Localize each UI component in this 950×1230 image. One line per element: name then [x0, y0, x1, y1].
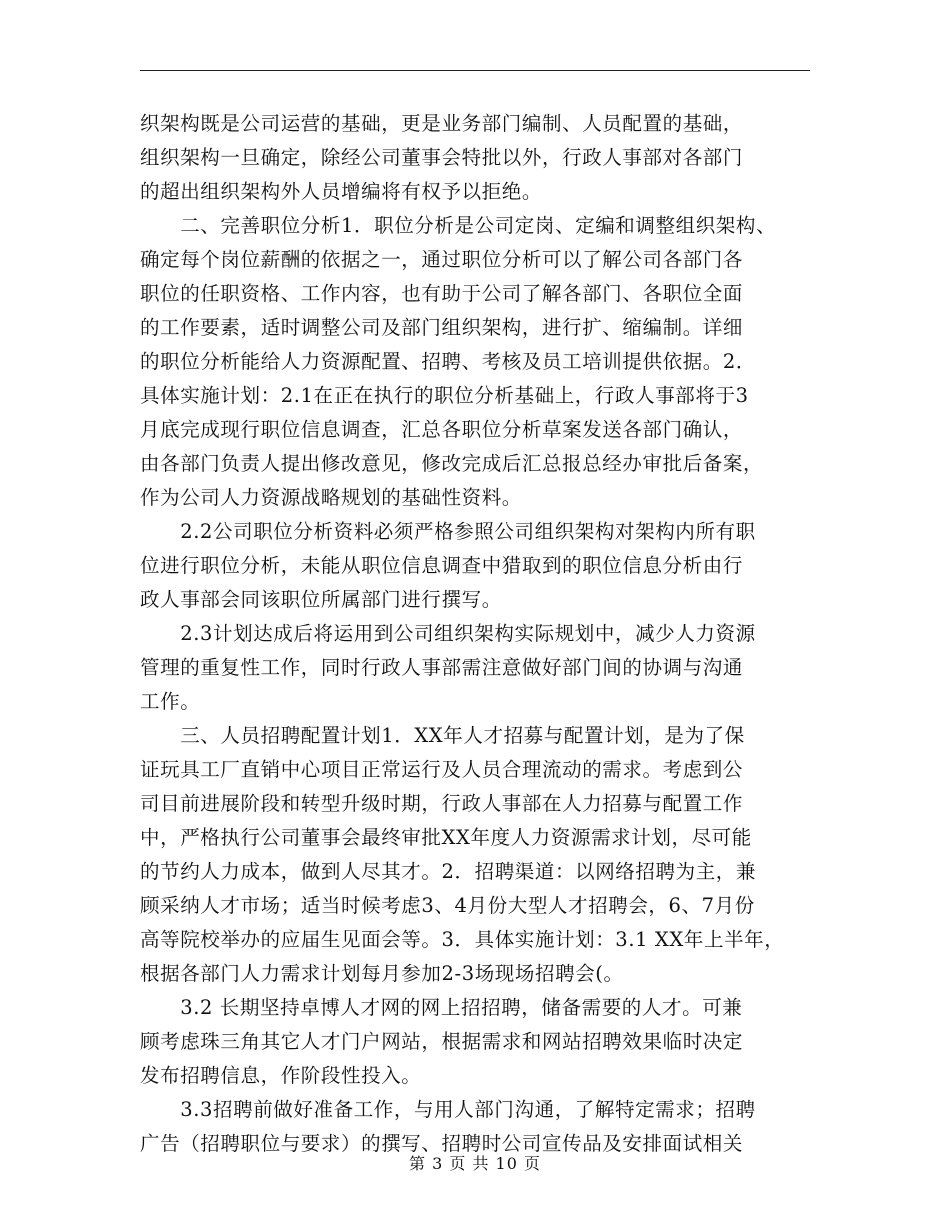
text-line: 根据各部门人力需求计划每月参加2-3场现场招聘会(。 — [140, 962, 624, 985]
text-line: 的工作要素，适时调整公司及部门组织架构，进行扩、缩编制。详细 — [140, 316, 744, 339]
text-line: 三、人员招聘配置计划1．XX年人才招募与配置计划，是为了保 — [140, 724, 745, 747]
text-line: 二、完善职位分析1．职位分析是公司定岗、定编和调整组织架构、 — [140, 214, 777, 237]
text-line: 作为公司人力资源战略规划的基础性资料。 — [140, 486, 522, 509]
text-line: 2.3计划达成后将运用到公司组织架构实际规划中，减少人力资源 — [140, 622, 756, 645]
text-line: 顾采纳人才市场；适当时候考虑3、4月份大型人才招聘会，6、7月份 — [140, 894, 755, 917]
text-line: 月底完成现行职位信息调查，汇总各职位分析草案发送各部门确认， — [140, 418, 744, 441]
text-line: 高等院校举办的应届生见面会等。3．具体实施计划：3.1 XX年上半年， — [140, 928, 785, 951]
text-line: 证玩具工厂直销中心项目正常运行及人员合理流动的需求。考虑到公 — [140, 758, 744, 781]
text-line: 广告（招聘职位与要求）的撰写、招聘时公司宣传品及安排面试相关 — [140, 1132, 744, 1155]
text-line: 的节约人力成本，做到人尽其才。2．招聘渠道：以网络招聘为主，兼 — [140, 860, 757, 883]
text-line: 确定每个岗位薪酬的依据之一，通过职位分析可以了解公司各部门各 — [140, 248, 744, 271]
text-line: 3.2 长期坚持卓博人才网的网上招招聘，储备需要的人才。可兼 — [140, 996, 743, 1019]
text-line: 3.3招聘前做好准备工作，与用人部门沟通，了解特定需求；招聘 — [140, 1098, 756, 1121]
text-line: 司目前进展阶段和转型升级时期，行政人事部在人力招募与配置工作 — [140, 792, 744, 815]
text-line: 织架构既是公司运营的基础，更是业务部门编制、人员配置的基础， — [140, 112, 744, 135]
text-line: 中，严格执行公司董事会最终审批XX年度人力资源需求计划，尽可能 — [140, 826, 752, 849]
text-line: 政人事部会同该职位所属部门进行撰写。 — [140, 588, 502, 611]
text-line: 位进行职位分析，未能从职位信息调查中猎取到的职位信息分析由行 — [140, 554, 744, 577]
text-line: 2.2公司职位分析资料必须严格参照公司组织架构对架构内所有职 — [140, 520, 756, 543]
text-line: 的超出组织架构外人员增编将有权予以拒绝。 — [140, 180, 543, 203]
text-line: 管理的重复性工作，同时行政人事部需注意做好部门间的协调与沟通 — [140, 656, 744, 679]
text-line: 由各部门负责人提出修改意见，修改完成后汇总报总经办审批后备案， — [140, 452, 764, 475]
text-line: 工作。 — [140, 690, 201, 713]
text-line: 组织架构一旦确定，除经公司董事会特批以外，行政人事部对各部门 — [140, 146, 744, 169]
page-number: 第 3 页 共 10 页 — [409, 1154, 541, 1173]
text-line: 具体实施计划：2.1在正在执行的职位分析基础上，行政人事部将于3 — [140, 384, 749, 407]
text-line: 发布招聘信息，作阶段性投入。 — [140, 1064, 422, 1087]
text-line: 顾考虑珠三角其它人才门户网站，根据需求和网站招聘效果临时决定 — [140, 1030, 744, 1053]
text-line: 的职位分析能给人力资源配置、招聘、考核及员工培训提供依据。2． — [140, 350, 757, 373]
text-line: 职位的任职资格、工作内容，也有助于公司了解各部门、各职位全面 — [140, 282, 744, 305]
